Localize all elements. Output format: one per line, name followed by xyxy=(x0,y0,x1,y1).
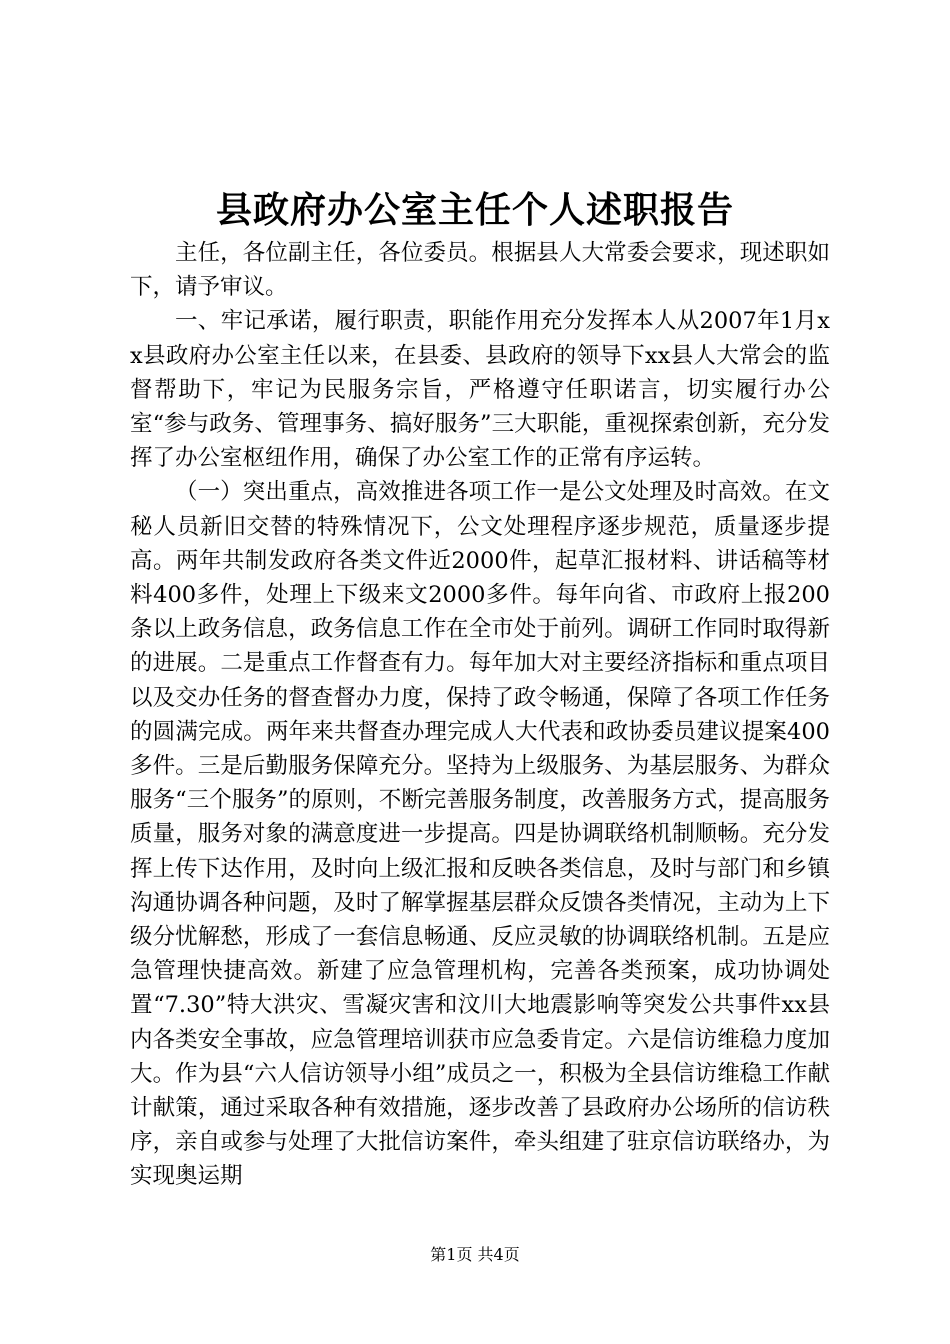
document-title: 县政府办公室主任个人述职报告 xyxy=(215,189,734,231)
page-number-footer: 第1页 共4页 xyxy=(430,1245,520,1264)
paragraph-greeting: 主任，各位副主任，各位委员。根据县人大常委会要求，现述职如下，请予审议。 xyxy=(130,240,830,301)
paragraph-section-one: 一、牢记承诺，履行职责，职能作用充分发挥本人从2007年1月xx县政府办公室主任以来，在县委、县政府的领导下xx县人大常会的监督帮助下，牢记为民服务宗旨，严格遵守任职诺言，切实履行办公室“参与政务、管理事务、搞好服务”三大职能，重视探索创新，充分发挥了办公室枢纽作用，确保了办公室工作的正常有序运转。 xyxy=(130,308,830,472)
document-body xyxy=(130,236,830,1194)
paragraph-subsection-one: （一）突出重点，高效推进各项工作一是公文处理及时高效。在文秘人员新旧交替的特殊情况下，公文处理程序逐步规范，质量逐步提高。两年共制发政府各类文件近2000件，起草汇报材料、讲话稿等材料400多件，处理上下级来文2000多件。每年向省、市政府上报200条以上政务信息，政务信息工作在全市处于前列。调研工作同时取得新的进展。二是重点工作督查有力。每年加大对主要经济指标和重点项目以及交办任务的督查督办力度，保持了政令畅通，保障了各项工作任务的圆满完成。两年来共督查办理完成人大代表和政协委员建议提案400多件。三是后勤服务保障充分。坚持为上级服务、为基层服务、为群众服务“三个服务”的原则，不断完善服务制度，改善服务方式，提高服务质量，服务对象的满意度进一步提高。四是协调联络机制顺畅。充分发挥上传下达作用，及时向上级汇报和反映各类信息，及时与部门和乡镇沟通协调各种问题，及时了解掌握基层群众反馈各类情况，主动为上下级分忧解愁，形成了一套信息畅通、反应灵敏的协调联络机制。五是应急管理快捷高效。新建了应急管理机构，完善各类预案，成功协调处置“7.30”特大洪灾、雪凝灾害和汶川大地震影响等突发公共事件xx县内各类安全事故，应急管理培训获市应急委肯定。六是信访维稳力度加大。作为县“六人信访领导小组”成员之一，积极为全县信访维稳工作献计献策，通过采取各种有效措施，逐步改善了县政府办公场所的信访秩序，亲自或参与处理了大批信访案件，牵头组建了驻京信访联络办，为实现奥运期 xyxy=(130,479,830,1190)
